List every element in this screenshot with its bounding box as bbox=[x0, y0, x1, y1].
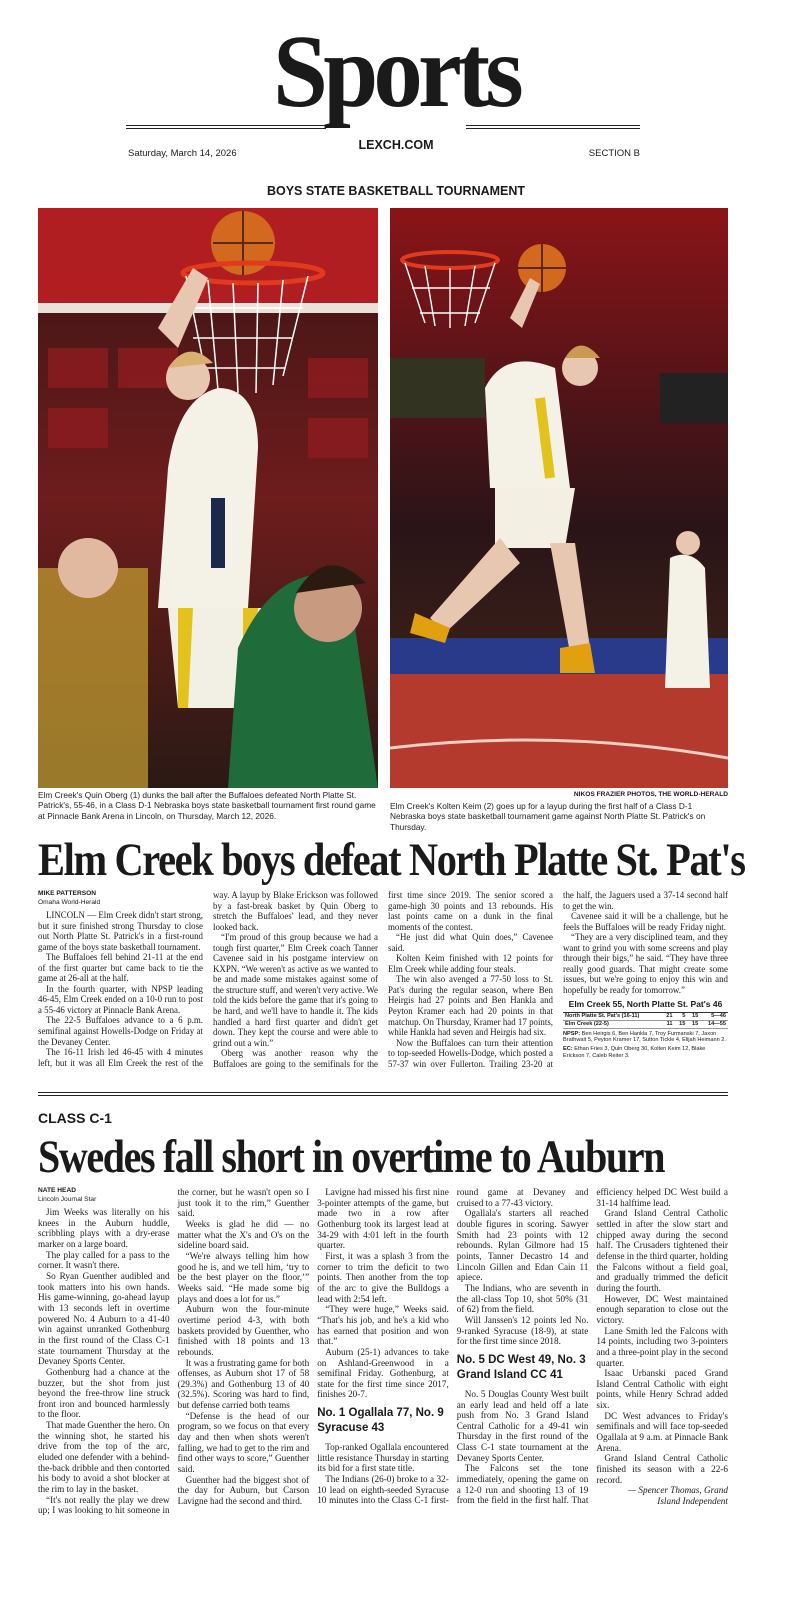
paragraph: No. 5 Douglas County West built an early lead and held off a late push from No. 3 Grand Island Central Catholic for a 49-41 win Thursday in the first round of the Class C-1 state tournament at the Devaney Sports Center. bbox=[456, 1388, 589, 1463]
subheadline: No. 5 DC West 49, No. 3 Grand Island CC 41 bbox=[456, 1353, 586, 1381]
paragraph: It was a frustrating game for both offenses, as Auburn shot 17 of 58 (29.3%) and Gothenburg 13 of 40 (32.5%). Scoring was hard to find, but defense carried both teams bbox=[177, 1357, 310, 1411]
paragraph: “It's not really the play we drew up; I was looking to hit someone in the corner, but he wasn't open so I just took it to the rim,” Guenther said. bbox=[38, 1187, 310, 1516]
paragraph: Oberg was another reason why the Buffaloes are going to the semifinals for the first time since 2019. The senior scored a game-high 30 points and 13 rebounds. His last points came on a dunk in the final moments of the contest. bbox=[213, 890, 553, 1069]
site-link[interactable]: LEXCH.COM bbox=[358, 138, 434, 152]
story1-outlet: Omaha World-Herald bbox=[38, 898, 101, 906]
masthead-rule-left bbox=[126, 125, 326, 129]
paragraph: Jim Weeks was literally on his knees in the Auburn huddle, scribbling plays with a dry-erase marker on a large board. bbox=[38, 1207, 170, 1249]
paragraph: The Buffaloes fell behind 21-11 at the end of the first quarter but came back to tie the game at 26-all at the half. bbox=[38, 952, 203, 984]
team-name: Elm Creek (22-5) bbox=[563, 1020, 662, 1028]
paragraph: The 22-5 Buffaloes advance to a 6 p.m. semifinal against Howells-Dodge on Friday at the Devaney Center. bbox=[38, 1015, 203, 1047]
ec-scorers: Ethan Fries 3, Quin Oberg 30, Kolten Keim 12, Blake Erickson 7, Caleb Reiter 3. bbox=[563, 1046, 706, 1059]
paragraph: In the fourth quarter, with NPSP leading 46-45, Elm Creek ended on a 10-0 run to post a 55-46 victory at Pinnacle Bank Arena. bbox=[38, 983, 203, 1015]
box-score-row bbox=[563, 1013, 728, 1021]
box-score bbox=[563, 999, 728, 1059]
paragraph: DC West advances to Friday's semifinals and will face top-seeded Ogallala at 9 a.m. at Pinnacle Bank Arena. bbox=[596, 1410, 728, 1453]
section-label: SECTION B bbox=[588, 148, 640, 159]
box-score-table bbox=[563, 1012, 728, 1029]
npsp-scorers: Ben Heirgis 6, Ben Hankla 7, Troy Furmanski 7, Jaxon Brathwait 5, Peyton Kramer 17, Sutton Tickle 4, Elijah Heimann 2. bbox=[563, 1030, 726, 1044]
paragraph: Isaac Urbanski paced Grand Island Central Catholic with eight points, while Henry Schrad added six. bbox=[596, 1368, 728, 1411]
paragraph: The 16-11 Irish led 46-45 with 4 minutes left, but it was all Elm Creek the rest of the way. A layup by Blake Erickson was followed by a fast-break basket by Quin Oberg to stretch the Buffaloes' lead, and they never looked back. bbox=[38, 890, 378, 1068]
paragraph: Now the Buffaloes can turn their attention to top-seeded Howells-Dodge, which posted a 57-37 win over Fullerton. Trailing 23-20 at the half, the Jaguers used a 37-14 second half to get the win. bbox=[388, 890, 728, 1069]
paragraph: Guenther had the biggest shot of the day for Auburn, but Carson Lavigne had the second and third. bbox=[177, 1474, 310, 1507]
q2: 15 bbox=[675, 1020, 688, 1028]
story2-outlet: Lincoln Journal Star bbox=[38, 1195, 97, 1203]
paragraph: Weeks is glad he did — no matter what the X's and O's on the sideline board said. bbox=[177, 1218, 310, 1251]
paragraph: The play called for a pass to the corner. It wasn't there. bbox=[38, 1249, 170, 1271]
paragraph: “Defense is the head of our program, so we focus on that every day and then when shots weren't falling, we had to get to the rim and find other ways to score,” Guenther said. bbox=[177, 1410, 310, 1475]
paragraph: Auburn won the four-minute overtime period 4-3, with both baskets provided by Guenther, who finished with 18 points and 13 rebounds. bbox=[177, 1304, 310, 1357]
photo-dunk bbox=[38, 208, 378, 788]
q2: 5 bbox=[675, 1013, 688, 1021]
photo-credit: NIKOS FRAZIER PHOTOS, THE WORLD-HERALD bbox=[573, 791, 728, 798]
paragraph: The win also avenged a 77-50 loss to St. Pat's during the regular season, where Ben Heirgis had 27 points and Ben Hankla and Peyton Kramer each had 20 points in that matchup. On Thursday, Kramer had 17 points, while Hankla had seven and Heirgis had six. bbox=[388, 974, 553, 1038]
paragraph: “I'm proud of this group because we had a tough first quarter,” Elm Creek coach Tanner Cavenee said in his postgame interview on KXPN. “We weren't as active as we wanted to be and made some mistakes against some of the structure stuff, and weren't very active. We told the kids before the game that it's going to be hard, and we'll have to handle it. The kids handled a hard first quarter and didn't get down. They kept the course and were able to grind out a win.” bbox=[213, 932, 378, 1048]
story1-body bbox=[38, 890, 728, 1080]
q3: 15 bbox=[687, 1020, 700, 1028]
story2-body bbox=[38, 1187, 728, 1562]
paragraph: The Falcons set the tone immediately, opening the game on a 12-0 run and shooting 13 of 19 from the field in the first half. That efficiency helped DC West build a 31-14 halftime lead. bbox=[456, 1187, 728, 1506]
story2-kicker: CLASS C-1 bbox=[38, 1110, 112, 1126]
paragraph: Will Janssen's 12 points led No. 9-ranked Syracuse (18-9), at state for the first time since 2018. bbox=[456, 1314, 589, 1347]
q4-final: 5—46 bbox=[700, 1013, 728, 1021]
paragraph: Grand Island Central Catholic settled in after the slow start and chipped away during the second half. The Crusaders tightened their defense in the third quarter, holding the Falcons without a field goal, and gradually trimmed the deficit during the fourth. bbox=[596, 1208, 728, 1293]
issue-date: Saturday, March 14, 2026 bbox=[128, 148, 237, 159]
section-divider bbox=[38, 1092, 728, 1096]
paragraph: Grand Island Central Catholic finished its season with a 22-6 record. bbox=[596, 1453, 728, 1485]
paragraph: Auburn (25-1) advances to take on Ashland-Greenwood in a semifinal Friday. Gothenburg, at state for the first time since 2017, finishes 20-7. bbox=[317, 1346, 449, 1400]
paragraph: Lane Smith led the Falcons with 14 points, including two 3-pointers and a three-point play in the second quarter. bbox=[596, 1325, 728, 1368]
box-score-title: Elm Creek 55, North Platte St. Pat's 46 bbox=[568, 999, 723, 1010]
paragraph: However, DC West maintained enough separation to close out the victory. bbox=[596, 1293, 728, 1325]
q4-final: 14—55 bbox=[700, 1020, 728, 1028]
scoring-npsp bbox=[563, 1031, 728, 1045]
paragraph: Top-ranked Ogallala encountered little resistance Thursday in starting its bid for a first state title. bbox=[317, 1442, 449, 1474]
section-masthead: Sports bbox=[272, 14, 519, 129]
photo-caption-right: Elm Creek's Kolten Keim (2) goes up for a layup during the first half of a Class D-1 Nebraska boys state basketball tournament game against North Platte St. Patrick's on Thursday. bbox=[390, 801, 706, 832]
paragraph: So Ryan Guenther audibled and took matters into his own hands. His game-winning, go-ahead layup with 13 seconds left in overtime powered No. 4 Auburn to a 41-40 win against unranked Gothenburg in the first round of the Class C-1 state tournament Thursday at the Devaney Sports Center. bbox=[38, 1270, 170, 1367]
signoff: — Spencer Thomas, Grand Island Independent bbox=[627, 1485, 728, 1507]
paragraph: “They are a very disciplined team, and they want to grind you with some screens and play through their bigs,” he said. “They have three really good guards. That might create some issues, but we're going to enjoy this win and hopefully be ready for tomorrow.” bbox=[563, 932, 728, 995]
paragraph: LINCOLN — Elm Creek didn't start strong, but it sure finished strong Thursday to close out North Platte St. Patrick's in a first-round game of the boys state basketball tournament. bbox=[38, 910, 203, 952]
photo-layup bbox=[390, 208, 728, 788]
team-name: North Platte St. Pat's (16-11) bbox=[563, 1013, 662, 1021]
paragraph: “We're always telling him how good he is, and we tell him, ‘try to be the best player on the floor,’” Weeks said. “He made some big plays and does a lot for us.” bbox=[177, 1250, 310, 1304]
q1: 21 bbox=[662, 1013, 675, 1021]
story2-byline: NATE HEAD bbox=[38, 1187, 76, 1194]
page-kicker: BOYS STATE BASKETBALL TOURNAMENT bbox=[266, 184, 526, 198]
npsp-label: NPSP: bbox=[563, 1030, 581, 1037]
paragraph: Ogallala's starters all reached double figures in scoring. Sawyer Smith had 23 points with 12 rebounds. Rylan Gilmore had 15 points, Tanner Decastro 14 and Lincoln Gillen and Edan Cain 11 apiece. bbox=[456, 1208, 589, 1283]
story1-headline: Elm Creek boys defeat North Platte St. Pat's bbox=[38, 834, 745, 886]
paragraph: The Indians, who are seventh in the all-class Top 10, shot 50% (31 of 62) from the field. bbox=[456, 1282, 589, 1315]
paragraph: Cavenee said it will be a challenge, but he feels the Buffaloes will be ready Friday night. bbox=[563, 911, 728, 932]
paragraph: “They were huge,” Weeks said. “That's his job, and he's a kid who has earned that position and won that.” bbox=[317, 1304, 449, 1347]
scoring-ec bbox=[563, 1046, 728, 1060]
q3: 15 bbox=[687, 1013, 700, 1021]
paragraph: That made Guenther the hero. On the winning shot, he started his drive from the top of the arc, eluded one defender with a behind-the-back dribble and then contorted his body to avoid a shot blocker at the rim to lay in the basket. bbox=[38, 1420, 170, 1495]
paragraph: The Indians (26-0) broke to a 32-10 lead on eighth-seeded Syracuse 10 minutes into the Class C-1 first-round game at Devaney and cruised to a 77-43 victory. bbox=[317, 1187, 589, 1506]
box-score-row bbox=[563, 1020, 728, 1028]
subheadline: No. 1 Ogallala 77, No. 9 Syracuse 43 bbox=[317, 1407, 444, 1435]
paragraph: Lavigne had missed his first nine 3-pointer attempts of the game, but made two in a row after Gothenburg took its largest lead at 34-29 with 4:01 left in the fourth quarter. bbox=[317, 1187, 449, 1251]
q1: 11 bbox=[662, 1020, 675, 1028]
paragraph: Gothenburg had a chance at the buzzer, but the shot from just beyond the free-throw line struck front iron and bounced harmlessly to the floor. bbox=[38, 1366, 170, 1420]
story2-headline: Swedes fall short in overtime to Auburn bbox=[38, 1131, 665, 1183]
story1-byline: MIKE PATTERSON bbox=[38, 890, 97, 897]
paragraph: Kolten Keim finished with 12 points for Elm Creek while adding four steals. bbox=[388, 953, 553, 974]
masthead-rule-right bbox=[466, 125, 640, 129]
ec-label: EC: bbox=[563, 1046, 573, 1053]
photo-caption-left: Elm Creek's Quin Oberg (1) dunks the ball after the Buffaloes defeated North Platte St. Patrick's, 55-46, in a Class D-1 Nebraska boys state basketball tournament first round game at Pinnacle Bank Arena in Lincoln, on Thursday, March 12, 2026. bbox=[38, 790, 376, 821]
paragraph: “He just did what Quin does,” Cavenee said. bbox=[388, 932, 553, 953]
paragraph: First, it was a splash 3 from the corner to trim the deficit to two points. Then another from the top of the arc to give the Bulldogs a lead with 2:54 left. bbox=[317, 1250, 449, 1304]
